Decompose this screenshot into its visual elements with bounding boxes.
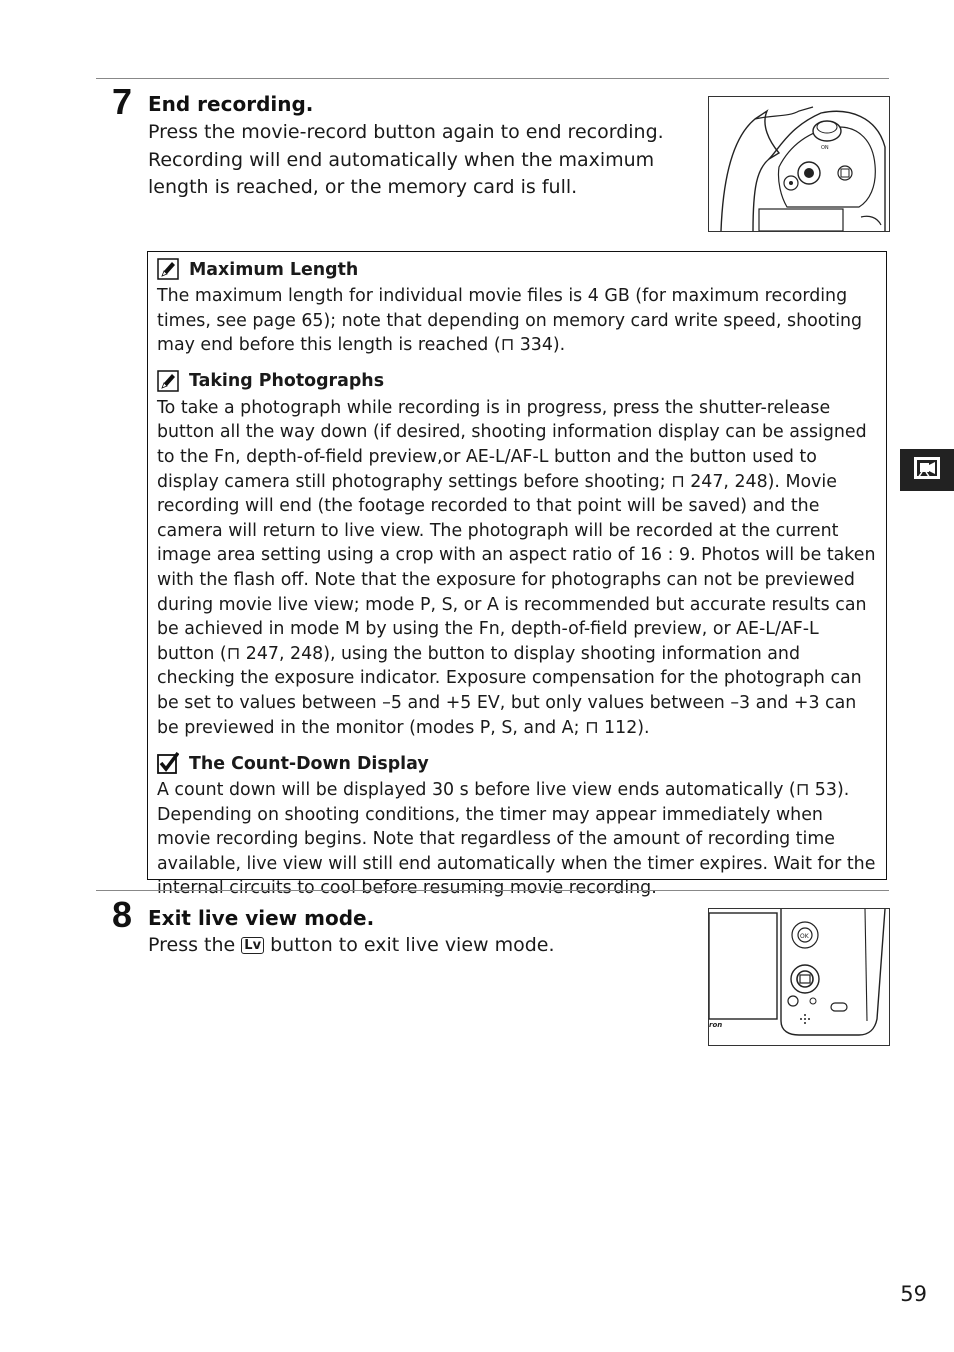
camera-top-illustration <box>708 96 890 232</box>
camera-back-illustration <box>708 908 890 1046</box>
note-maximum-length <box>157 256 878 358</box>
svg-text:ron: ron <box>709 1021 723 1029</box>
step-7-body <box>148 119 688 202</box>
pencil-note-icon <box>157 370 181 394</box>
note-taking-photographs <box>157 368 878 740</box>
notes-box <box>147 251 887 899</box>
top-divider <box>96 78 889 79</box>
movie-camera-icon <box>912 454 942 486</box>
svg-text:ON: ON <box>821 145 829 151</box>
step-7-line-2: Recording will end automatically when the maximum <box>148 148 655 171</box>
note-text: To take a photograph while recording is in progress, press the shutter-release button all the way down (if desired, shooting information display can be assigned to the Fn, depth-of-field preview,or AE-L/AF-L button and the button used to display camera still photography settings before shooting; ⊓ 247, 248). Movie recording will end (the footage recorded to that point will be saved) and the camera will return to live view. The photograph will be recorded at the current image area setting using a crop with an aspect ratio of 16 : 9. Photos will be taken with the flash off. Note that the exposure for photographs can not be previewed during movie live view; mode P, S, or A is recommended but accurate results can be achieved in mode M by using the Fn, depth-of-field preview, or AE-L/AF-L button (⊓ 247, 248), using the button to display shooting information and checking the exposure indicator. Exposure compensation for the photograph can be set to values between –5 and +5 EV, but only values between –3 and +3 can be previewed in the monitor (modes P, S, and A; ⊓ 112). <box>157 397 876 738</box>
step-7-number: 7 <box>112 81 133 122</box>
note-text: A count down will be displayed 30 s before live view ends automatically (⊓ 53). Depending on shooting conditions, the timer may appear immediately when movie recording begins. Note that regardless of the amount of recording time available, live view will still end automatically when the timer expires. Wait for the internal circuits to cool before resuming movie recording. <box>157 780 876 899</box>
step-8-body <box>148 932 688 960</box>
note-title: The Count-Down Display <box>189 753 429 774</box>
step-8-title: Exit live view mode. <box>148 906 375 930</box>
step-7-line-1: Press the movie-record button again to end recording. <box>148 121 664 143</box>
step-8-divider <box>96 890 889 891</box>
note-header <box>157 750 878 778</box>
note-count-down-display <box>157 750 878 901</box>
camera-back-drawing <box>709 909 889 1045</box>
note-title: Maximum Length <box>189 259 359 280</box>
svg-text:OK: OK <box>800 933 809 940</box>
movie-chapter-tab <box>900 449 954 491</box>
lv-button-icon: Lv <box>241 937 264 954</box>
note-header <box>157 256 878 284</box>
note-text: The maximum length for individual movie files is 4 GB (for maximum recording times, see page 65); note that depending on memory card write speed, shooting may end before this length is reached (⊓ 334). <box>157 286 863 356</box>
note-title: Taking Photographs <box>189 371 385 392</box>
page-number: 59 <box>900 1282 927 1306</box>
step-7-title: End recording. <box>148 92 314 116</box>
pencil-note-icon <box>157 258 181 282</box>
step-7-line-3: length is reached, or the memory card is full. <box>148 176 578 198</box>
step-8-number: 8 <box>112 894 133 935</box>
step-8-text-before: Press the <box>148 934 236 956</box>
checkmark-icon <box>157 752 181 776</box>
note-header <box>157 368 878 396</box>
step-8-text-after: button to exit live view mode. <box>270 934 555 956</box>
camera-top-drawing <box>709 97 889 231</box>
